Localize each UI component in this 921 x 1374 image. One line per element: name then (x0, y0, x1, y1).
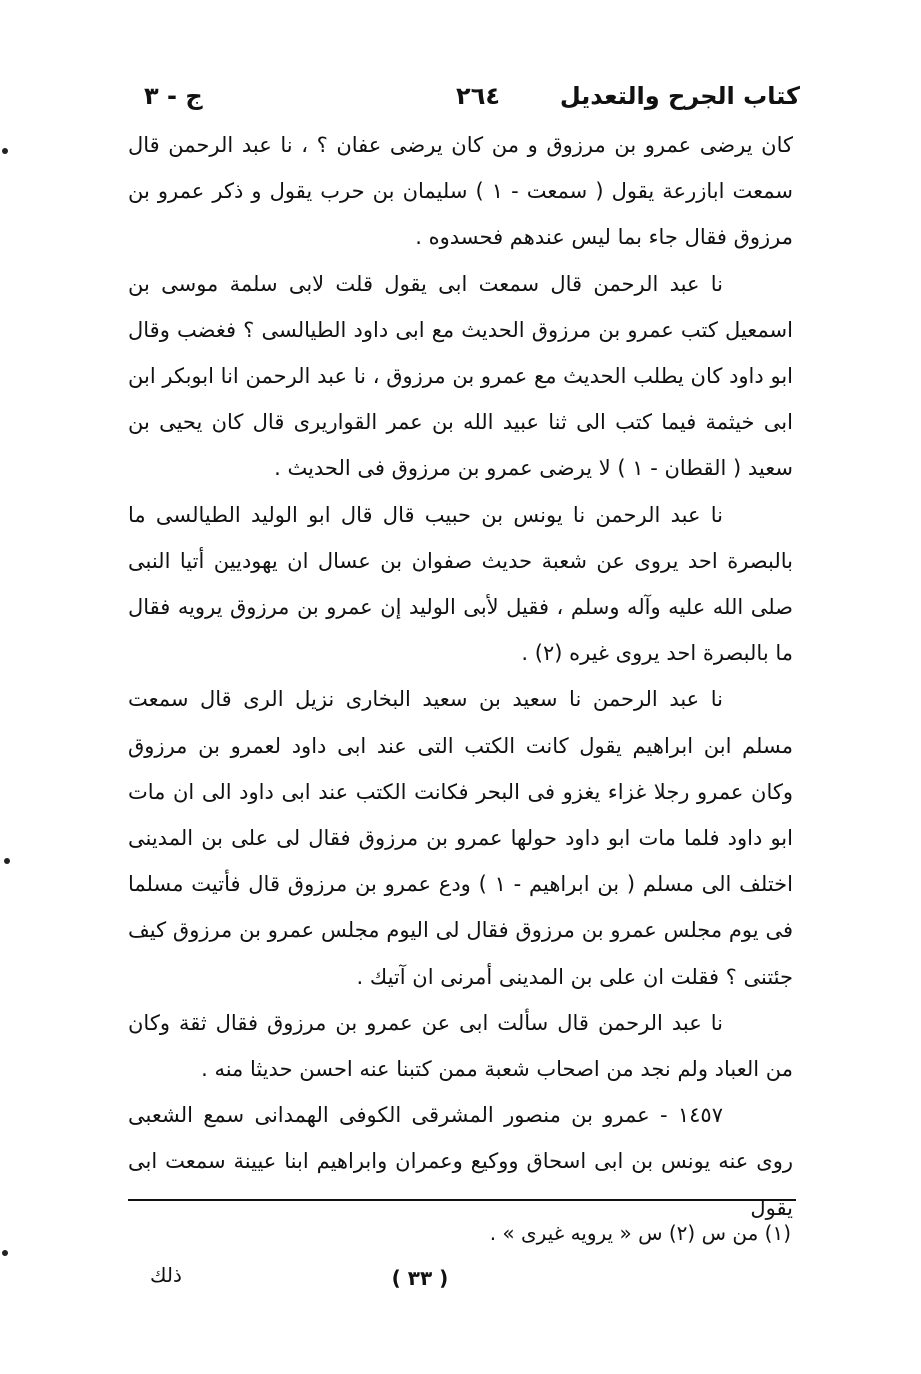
running-header (120, 74, 800, 118)
paragraph: كان يرضى عمرو بن مرزوق و من كان يرضى عفان ؟ ، نا عبد الرحمن قال سمعت ابازرعة يقول ( سمعت - ١ ) سليمان بن حرب يقول و ذكر عمرو بن مرزوق فقال جاء بما ليس عندهم فحسدوه . (128, 133, 793, 250)
book-title: كتاب الجرح والتعديل (559, 82, 800, 110)
footnote: (١) من س (٢) س « يرويه غيرى » . (489, 1221, 791, 1245)
margin-speck (2, 148, 8, 154)
footnote-divider (128, 1199, 796, 1201)
paragraph: ١٤٥٧ - عمرو بن منصور المشرقى الكوفى الهمدانى سمع الشعبى روى عنه يونس بن ابى اسحاق ووكيع وعمران وابراهيم ابنا عيينة سمعت ابى يقول (128, 1103, 793, 1220)
paragraph: نا عبد الرحمن قال سمعت ابى يقول قلت لابى سلمة موسى بن اسمعيل كتب عمرو بن مرزوق الحديث مع ابى داود الطيالسى ؟ فغضب وقال ابو داود كان يطلب الحديث مع عمرو بن مرزوق ، نا عبد الرحمن انا ابوبكر ابن ابى خيثمة فيما كتب الى ثنا عبيد الله بن عمر القواريرى قال كان يحيى بن سعيد ( القطان - ١ ) لا يرضى عمرو بن مرزوق فى الحديث . (128, 271, 793, 481)
paragraph: نا عبد الرحمن قال سألت ابى عن عمرو بن مرزوق فقال ثقة وكان من العباد ولم نجد من اصحاب شعبة ممن كتبنا عنه احسن حديثا منه . (128, 1010, 793, 1082)
catchword: ذلك (150, 1263, 182, 1287)
main-text (128, 122, 793, 1231)
paragraph: نا عبد الرحمن نا يونس بن حبيب قال قال ابو الوليد الطيالسى ما بالبصرة احد يروى عن شعبة حديث صفوان بن عسال ان يهوديين أتيا النبى صلى الله عليه وآله وسلم ، فقيل لأبى الوليد إن عمرو بن مرزوق يرويه فقال ما بالبصرة احد يروى غيره (٢) . (128, 502, 793, 666)
margin-speck (2, 1250, 8, 1256)
page-number: ٢٦٤ (456, 82, 500, 110)
sheet-number: ( ٣٣ ) (391, 1266, 449, 1290)
paragraph: نا عبد الرحمن نا سعيد بن سعيد البخارى نزيل الرى قال سمعت مسلم ابن ابراهيم يقول كانت الكتب التى عند ابى داود لعمرو بن مرزوق وكان عمرو رجلا غزاء يغزو فى البحر فكانت الكتب عند ابى داود الى ان مات ابو داود فلما مات ابو داود حولها عمرو بن مرزوق فقال لى على بن المدينى اختلف الى مسلم ( بن ابراهيم - ١ ) ودع عمرو بن مرزوق قال فأتيت مسلما فى يوم مجلس عمرو بن مرزوق فقال لى اليوم مجلس عمرو بن مرزوق كيف جئتنى ؟ فقلت ان على بن المدينى أمرنى ان آتيك . (128, 687, 793, 989)
volume-part: ج - ٣ (144, 82, 203, 110)
margin-speck (4, 858, 10, 864)
